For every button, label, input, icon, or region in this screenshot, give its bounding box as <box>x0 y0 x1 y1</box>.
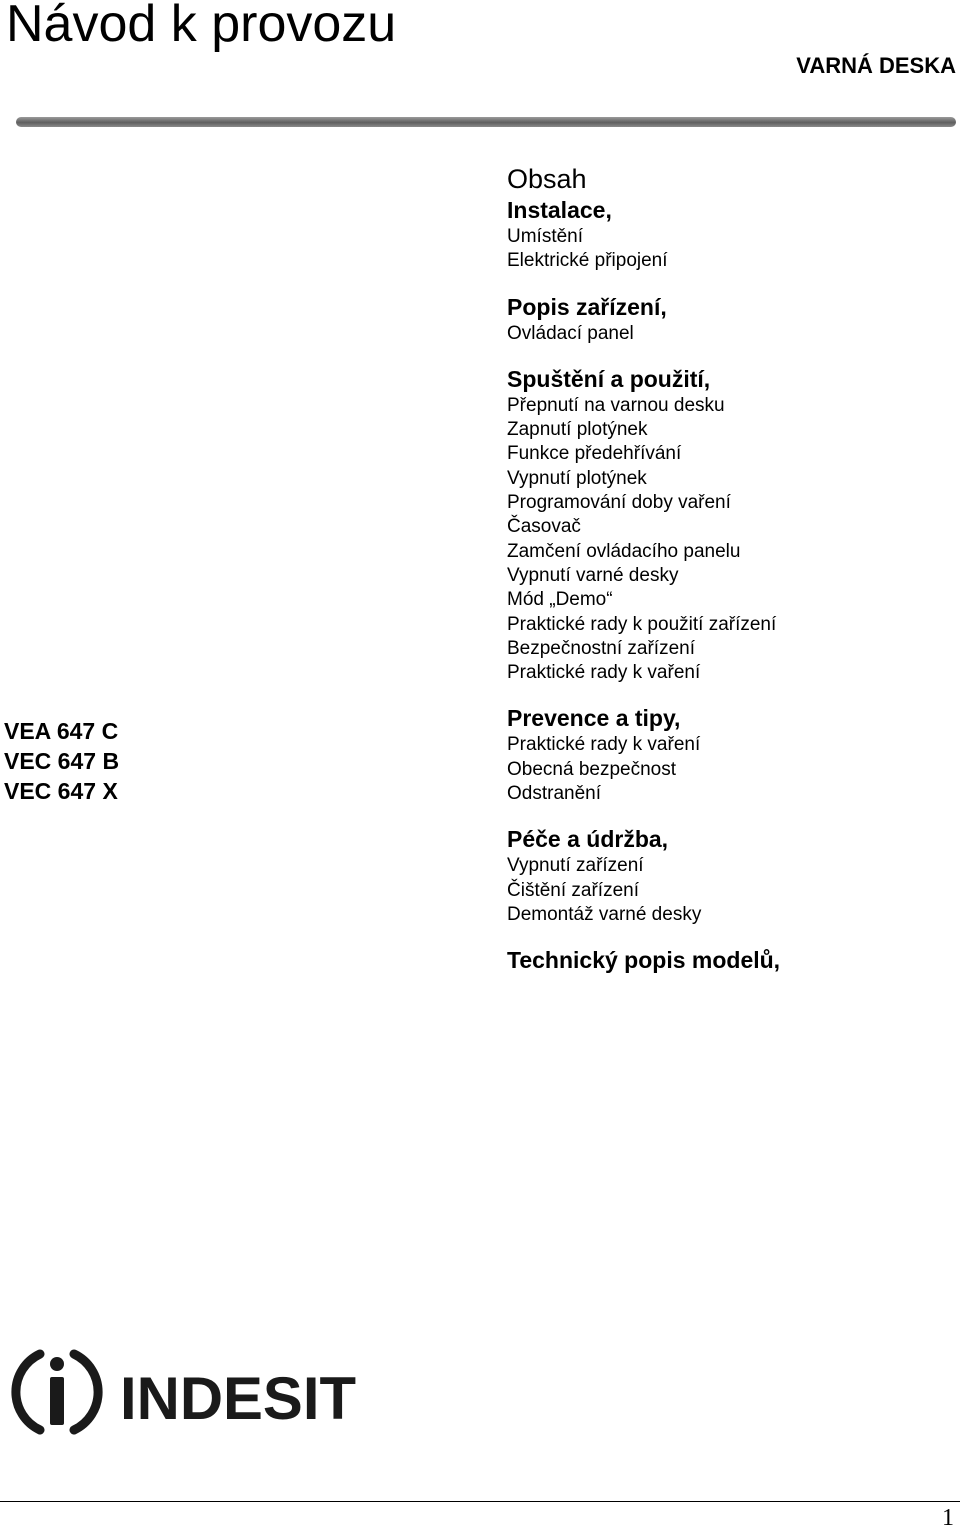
toc-item: Čištění zařízení <box>507 879 639 901</box>
toc-item: Zapnutí plotýnek <box>507 419 648 441</box>
toc-item: Přepnutí na varnou desku <box>507 394 725 416</box>
document-subtitle: VARNÁ DESKA <box>796 53 956 78</box>
toc-item: Programování doby vaření <box>507 492 731 514</box>
model-list <box>4 716 119 806</box>
document-title: Návod k provozu <box>6 0 397 53</box>
toc-section-title: Instalace, <box>507 197 612 223</box>
toc-item: Umístění <box>507 226 584 247</box>
toc-section <box>507 195 947 274</box>
toc-item: Bezpečnostní zařízení <box>507 637 695 659</box>
toc-section <box>507 364 947 686</box>
toc-section-title: Prevence a tipy, <box>507 705 681 732</box>
toc-item: Praktické rady k vaření <box>507 734 701 756</box>
toc-item: Časovač <box>507 516 581 538</box>
toc-heading: Obsah <box>507 164 587 194</box>
toc-item: Funkce předehřívání <box>507 443 682 465</box>
toc-item: Vypnutí plotýnek <box>507 467 647 489</box>
toc-section-title: Péče a údržba, <box>507 826 669 853</box>
toc-item: Vypnutí varné desky <box>507 564 679 586</box>
toc-item: Praktické rady k použití zařízení <box>507 613 777 635</box>
toc-section-title: Spuštění a použití, <box>507 365 711 392</box>
toc-item: Praktické rady k vaření <box>507 662 701 684</box>
model-name: VEC 647 X <box>4 778 118 804</box>
toc-section <box>507 824 947 927</box>
toc-section <box>507 292 947 346</box>
toc-section <box>507 703 947 806</box>
indesit-logo <box>10 1344 360 1440</box>
model-name: VEC 647 B <box>4 748 120 774</box>
toc-item: Zamčení ovládacího panelu <box>507 540 741 562</box>
toc-item: Vypnutí zařízení <box>507 855 644 877</box>
toc-item: Ovládací panel <box>507 322 634 344</box>
model-name: VEA 647 C <box>4 718 119 744</box>
toc-section-title: Technický popis modelů, <box>507 947 781 974</box>
indesit-i-logo-icon <box>10 1344 360 1440</box>
toc-item: Obecná bezpečnost <box>507 758 677 780</box>
top-divider <box>16 117 956 127</box>
toc-item: Mód „Demo“ <box>507 589 613 611</box>
toc-item: Odstranění <box>507 783 601 805</box>
toc-item: Elektrické připojení <box>507 250 668 272</box>
toc-item: Demontáž varné desky <box>507 903 702 925</box>
toc-section <box>507 945 947 975</box>
bottom-divider <box>0 1501 960 1502</box>
logo-wordmark: INDESIT <box>120 1365 356 1432</box>
toc-section-title: Popis zařízení, <box>507 293 667 320</box>
page-number: 1 <box>942 1505 954 1531</box>
table-of-contents <box>507 163 947 993</box>
